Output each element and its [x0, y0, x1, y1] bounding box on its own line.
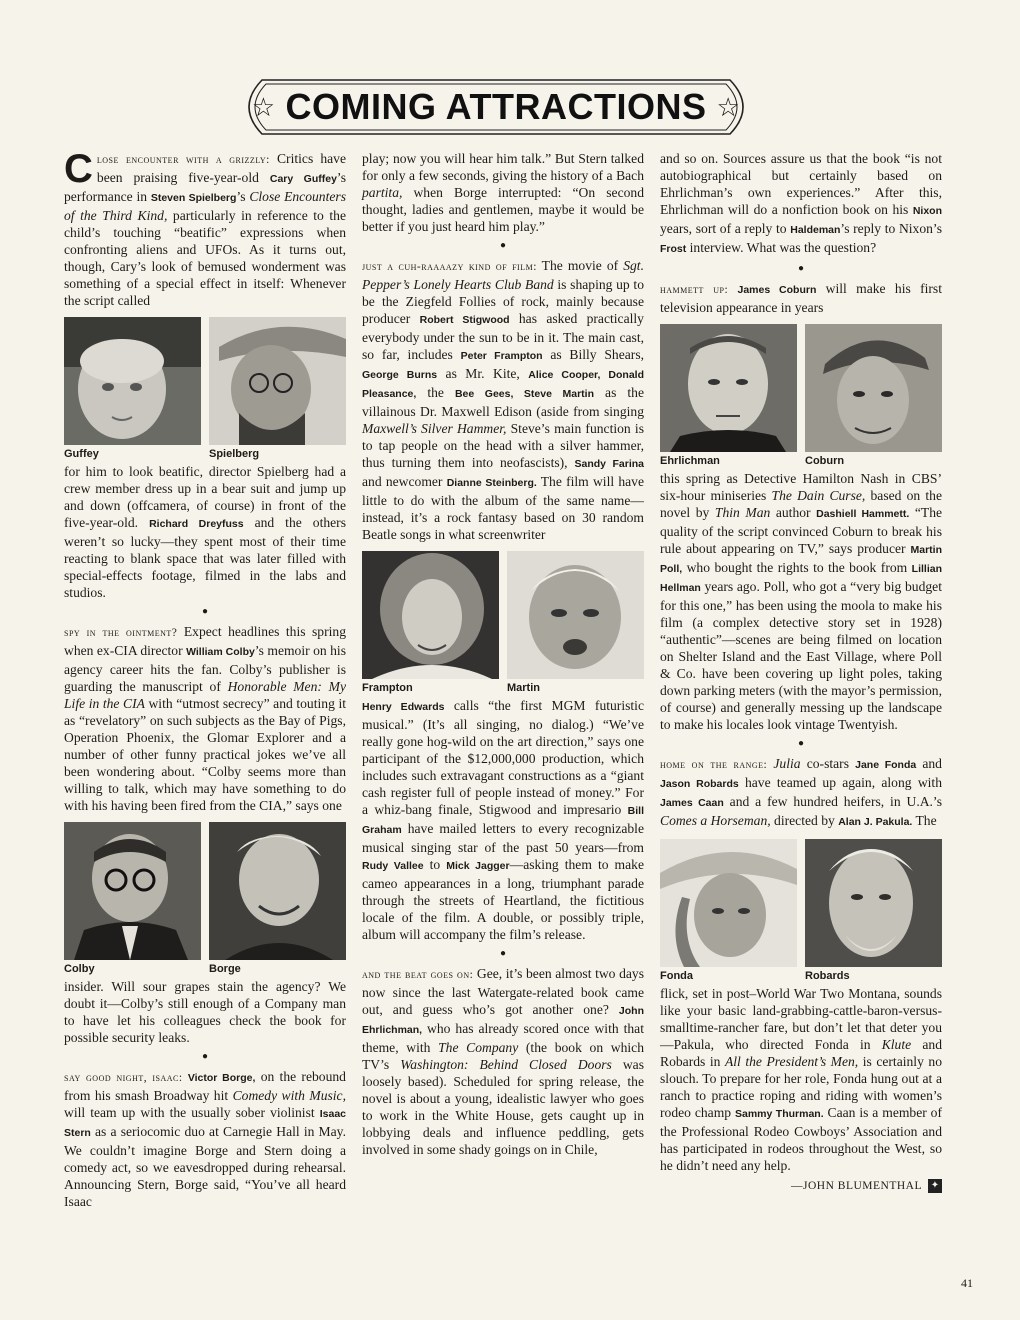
- caption-row: [660, 969, 942, 983]
- caption-row: [660, 454, 942, 468]
- name-text: Haldeman: [790, 224, 841, 236]
- title-text: partita,: [362, 185, 403, 200]
- body-text: ’s performance in: [64, 170, 346, 204]
- article-good-night-cont: [362, 150, 644, 235]
- body-text: will team up with the usually sober violinist: [64, 1105, 320, 1120]
- caption-row: [64, 962, 346, 976]
- photo-borge: [209, 822, 346, 960]
- name-text: Steven Spielberg: [150, 192, 237, 204]
- article-close-encounter: [64, 147, 346, 309]
- body-text: Caan is a member of the Professional Rodeo Cowboys’ Association and has participated in rodeos throughout the West, so he didn’t need any help.: [660, 1105, 943, 1173]
- article-beat-goes-on: [362, 965, 644, 1158]
- column-1: [64, 147, 347, 1210]
- title-text: The Company: [438, 1040, 519, 1055]
- photo-row: [660, 839, 942, 967]
- body-text: with “utmost secrecy” and touting it as “revelatory” on such subjects as the Bay of Pigs, Operation Phoenix, the Glomar Explorer and a number of other funny practical jokes we’ve all been wondering about. “Colby seems more than willing to talk, which may have something to do with his having been fired from the CIA,” says one: [64, 696, 346, 813]
- body-text: “The quality of the script convinced Coburn to break his rule about appearing on TV,” says producer: [660, 505, 943, 556]
- name-text: James Coburn: [737, 284, 817, 296]
- article-sgt-pepper-cont: [362, 697, 644, 943]
- body-text: particularly in reference to the child’s touching “beatific” expressions when confronting aliens and UFOs. As it turns out, though, Cary’s look of bemused wonderment was something of a special effect in itself: Whenever the script called: [64, 208, 346, 308]
- name-text: Lillian Hellman: [660, 563, 942, 594]
- body-text: and the others weren’t so lucky—they spent most of their time reacting to blank space that was later filled with special-effects footage, filmed in the labs and studios.: [64, 515, 346, 600]
- star-icon: ☆: [251, 91, 276, 122]
- article-spy: [64, 623, 346, 814]
- body-text: who bought the rights to the book from: [682, 560, 912, 575]
- photo-colby: [64, 822, 201, 960]
- title-text: All the President’s Men,: [724, 1054, 859, 1069]
- drop-cap: C: [64, 147, 93, 191]
- name-text: Isaac Stern: [64, 1108, 346, 1139]
- article-hammett-up-cont: [660, 470, 942, 733]
- title-text: Maxwell’s Silver Hammer,: [362, 421, 507, 436]
- name-text: Peter Frampton: [460, 350, 543, 362]
- name-text: Alice Cooper, Donald Pleasance,: [362, 369, 645, 400]
- name-text: Dashiell Hammett.: [816, 508, 910, 520]
- name-text: Victor Borge,: [187, 1072, 256, 1084]
- bullet-separator: ●: [201, 1051, 209, 1062]
- article-home-on-range-cont: [660, 985, 942, 1174]
- title-text: Thin Man: [714, 505, 771, 520]
- body-text: the: [416, 385, 455, 400]
- body-text: —asking them to make cameo appearances in a long, triumphant parade through the streets of Heartland, the fictitious locale of the film. A double, or possibly triple, album will accompany the film’s release.: [362, 857, 644, 942]
- photo-row: [362, 551, 644, 679]
- name-text: William Colby: [186, 646, 255, 658]
- article-close-encounter-cont: [64, 463, 346, 601]
- body-text: interview. What was the question?: [686, 240, 877, 255]
- photo-ehrlichman: [660, 324, 797, 452]
- body-text: this spring as Detective Hamilton Nash in CBS’ six-hour miniseries: [660, 471, 942, 503]
- photo-caption: Robards: [805, 970, 850, 982]
- photo-caption: Fonda: [660, 970, 693, 982]
- body-text: The film will have little to do with the album of the same name—instead, it’s a rock fantasy based on 30 random Beatle songs in what screenwriter: [362, 474, 645, 542]
- name-text: Nixon: [912, 205, 942, 217]
- body-text: insider. Will sour grapes stain the agency? We doubt it—Colby’s still enough of a Company man to have let his colleagues check the book for possible security leaks.: [64, 979, 346, 1045]
- body-text: as the villainous Dr. Maxwell Edison (aside from singing: [362, 385, 644, 419]
- body-text: as Mr. Kite,: [437, 366, 529, 381]
- name-text: Richard Dreyfuss: [149, 518, 244, 530]
- body-text: directed by: [770, 813, 839, 828]
- photo-caption: Guffey: [64, 448, 99, 460]
- body-text: have mailed letters to every recognizable musical singing star of the past 50 years—from: [362, 821, 644, 855]
- body-text: play; now you will hear him talk.” But Stern talked for only a few seconds, giving the history of a Bach: [362, 151, 644, 183]
- article-good-night: [64, 1068, 346, 1210]
- body-text: calls “the first MGM futuristic musical.” (It’s all singing, no dialog.) “We’ve really gone hog-wild on the art direction,” says one participant of the $12,000,000 production, which includes such extravagant constructions as a “giant cash register full of people instead of money.” For a whiz-bang finale, Stigwood and impresario: [362, 698, 644, 817]
- body-text: has asked practically everybody under the sun to be in it. The main cast, so far, includes: [362, 311, 644, 362]
- photo-spielberg: [209, 317, 346, 445]
- photo-row: [660, 324, 942, 452]
- body-text: ’s memoir on his agency career hits the fan. Colby’s publisher is guarding the manuscript of: [64, 643, 346, 694]
- name-text: Alan J. Pakula.: [838, 816, 913, 828]
- title-text: Honorable Men: My Life in the CIA: [64, 679, 346, 711]
- name-text: Cary Guffey: [269, 173, 337, 185]
- article-home-on-range: [660, 755, 942, 831]
- body-text: years ago. Poll, who got a “very big budget for this one,” has been using the moola to make his film (a complex detective story set in 1928) “authentic”—scenes are being filmed on location on Shelter Island and the East Village, where Poll & Co. have been covering up light poles, taking down parking meters (with the mayor’s permission, of course) and generally messing up the landscape to make his locales look vintage Twentyish.: [660, 579, 942, 732]
- body-text: Expect headlines this spring when ex-CIA director: [64, 624, 347, 658]
- name-text: Rudy Vallee: [362, 860, 424, 872]
- name-text: Sandy Farina: [574, 458, 644, 470]
- body-text: and: [916, 756, 942, 771]
- photo-caption: Ehrlichman: [660, 455, 720, 467]
- title-text: The Dain Curse,: [771, 488, 866, 503]
- column-3: [660, 150, 942, 1195]
- photo-coburn: [805, 324, 942, 452]
- header-title-row: [232, 76, 760, 138]
- name-text: Bill Graham: [362, 805, 644, 836]
- title-text: Washington: Behind Closed Doors: [400, 1057, 612, 1072]
- body-text: and so on. Sources assure us that the book “is not autobiographical but certainly based on Ehrlichman’s own experiences.” After this, Ehrlichman will do a nonfiction book on his: [660, 151, 942, 217]
- section-head: hammett up:: [660, 284, 729, 296]
- name-text: Jane Fonda: [855, 759, 917, 771]
- body-text: have teamed up again, along with: [738, 775, 942, 790]
- photo-caption: Martin: [507, 682, 540, 694]
- section-head: say good night, isaac:: [64, 1072, 183, 1084]
- body-text: and Robards in: [660, 1037, 942, 1069]
- body-text: Critics have been praising five-year-old: [96, 151, 346, 185]
- caption-row: [64, 447, 346, 461]
- photo-caption: Colby: [64, 963, 95, 975]
- section-head: lose encounter with a grizzly:: [96, 154, 270, 166]
- article-hammett-up: [660, 280, 942, 316]
- photo-robards: [805, 839, 942, 967]
- caption-row: [362, 681, 644, 695]
- body-text: was loosely based). Scheduled for spring release, the novel is about a young, idealistic lawyer who goes to work in the White House, gets caught up in lobbying deals and influence peddling, gets involved in some shady goings on in Chile,: [362, 1057, 645, 1157]
- body-text: and a few hundred heifers, in U.A.’s: [723, 794, 942, 809]
- name-text: Martin Poll,: [660, 544, 942, 575]
- body-text: is shaping up to be the Ziegfeld Follies of rock, mainly because producer: [362, 277, 644, 326]
- section-head: spy in the ointment?: [64, 627, 178, 639]
- title-text: Julia: [773, 756, 801, 771]
- name-text: Jason Robards: [660, 778, 739, 790]
- page-number: 41: [961, 1276, 973, 1290]
- bullet-separator: ●: [797, 263, 805, 274]
- body-text: co-stars: [800, 756, 856, 771]
- name-text: Dianne Steinberg.: [446, 477, 537, 489]
- body-text: flick, set in post–World War Two Montana, sounds like your basic land-grabbing-cattle-baron-versus-smalltime-rancher fare, but don’t let that deter you—Pakula, who directed Fonda in: [660, 986, 942, 1052]
- body-text: ’s reply to Nixon’s: [840, 221, 942, 236]
- title-text: Sgt. Pepper’s Lonely Hearts Club Band: [362, 258, 644, 292]
- bullet-separator: ●: [797, 738, 805, 749]
- body-text: when Borge interrupted: “On second thought, ladies and gentlemen, maybe it would be better if you just heard him play.”: [362, 185, 644, 234]
- body-text: as Billy Shears,: [542, 347, 645, 362]
- body-text: [728, 281, 737, 296]
- body-text: The movie of: [536, 258, 624, 273]
- name-text: Sammy Thurman.: [735, 1108, 824, 1120]
- name-text: Bee Gees, Steve Martin: [454, 388, 594, 400]
- title-text: Comes a Horseman,: [660, 813, 771, 828]
- bullet-separator: ●: [499, 948, 507, 959]
- body-text: as a seriocomic duo at Carnegie Hall in May. We couldn’t imagine Borge and Stern doing a comedy act, so we eavesdropped during rehearsal. Announcing Stern, Borge said, “You’ve all heard Isaac: [64, 1124, 346, 1209]
- body-text: author: [770, 505, 817, 520]
- section-header: [232, 76, 760, 138]
- byline: —JOHN BLUMENTHAL: [791, 1180, 922, 1192]
- name-text: John Ehrlichman,: [362, 1005, 644, 1036]
- body-text: (the book on which TV’s: [362, 1040, 644, 1072]
- body-text: The: [912, 813, 937, 828]
- photo-row: [64, 822, 346, 960]
- name-text: Mick Jagger: [446, 860, 510, 872]
- body-text: for him to look beatific, director Spielberg had a crew member dress up in a bear suit and jump up and down (offcamera, of course) in front of the five-year-old.: [64, 464, 346, 530]
- body-text: ’s: [236, 189, 250, 204]
- name-text: James Caan: [660, 797, 724, 809]
- body-text: on the rebound from his smash Broadway hit: [64, 1069, 346, 1103]
- body-text: based on the novel by: [660, 488, 942, 520]
- star-icon: ☆: [716, 91, 741, 122]
- photo-caption: Spielberg: [209, 448, 260, 460]
- body-text: and newcomer: [362, 474, 447, 489]
- body-text: years, sort of a reply to: [660, 221, 791, 236]
- photo-caption: Frampton: [362, 682, 413, 694]
- photo-row: [64, 317, 346, 445]
- section-head: and the beat goes on:: [362, 969, 474, 981]
- title-text: Klute: [881, 1037, 912, 1052]
- name-text: Frost: [660, 243, 687, 255]
- name-text: Robert Stigwood: [419, 314, 510, 326]
- bullet-separator: ●: [499, 240, 507, 251]
- body-text: Gee, it’s been almost two days now since the last Watergate-related book came out, and guess who’s got another one?: [362, 966, 644, 1017]
- title-text: Close Encounters of the Third Kind,: [64, 189, 346, 223]
- photo-caption: Borge: [209, 963, 241, 975]
- photo-martin: [507, 551, 644, 679]
- article-spy-cont: [64, 978, 346, 1046]
- body-text: is certainly no slouch. To prepare for her role, Fonda hung out at a ranch to practice roping and riding with women’s rodeo champ: [660, 1054, 942, 1120]
- page-title: COMING ATTRACTIONS: [285, 86, 707, 127]
- body-text: will make his first television appearance in years: [660, 281, 942, 315]
- bullet-separator: ●: [201, 606, 209, 617]
- body-text: who has already scored once with that theme, with: [362, 1021, 644, 1055]
- photo-guffey: [64, 317, 201, 445]
- body-text: Steve’s main function is to tap people on the head with a silver hammer, thus turning them into neofascists),: [362, 421, 644, 470]
- photo-fonda: [660, 839, 797, 967]
- photo-frampton: [362, 551, 499, 679]
- title-text: Comedy with Music,: [232, 1088, 346, 1103]
- body-text: to: [423, 857, 447, 872]
- article-beat-goes-on-cont: [660, 150, 942, 258]
- column-2: [362, 150, 644, 1158]
- article-sgt-pepper: [362, 257, 644, 543]
- section-head: home on the range:: [660, 759, 768, 771]
- section-head: just a cuh-raaaazy kind of film:: [362, 261, 537, 273]
- name-text: George Burns: [362, 369, 438, 381]
- rabbit-logo-icon: ✦: [928, 1179, 942, 1193]
- name-text: Henry Edwards: [362, 701, 445, 713]
- photo-caption: Coburn: [805, 455, 845, 467]
- byline-row: [660, 1176, 942, 1195]
